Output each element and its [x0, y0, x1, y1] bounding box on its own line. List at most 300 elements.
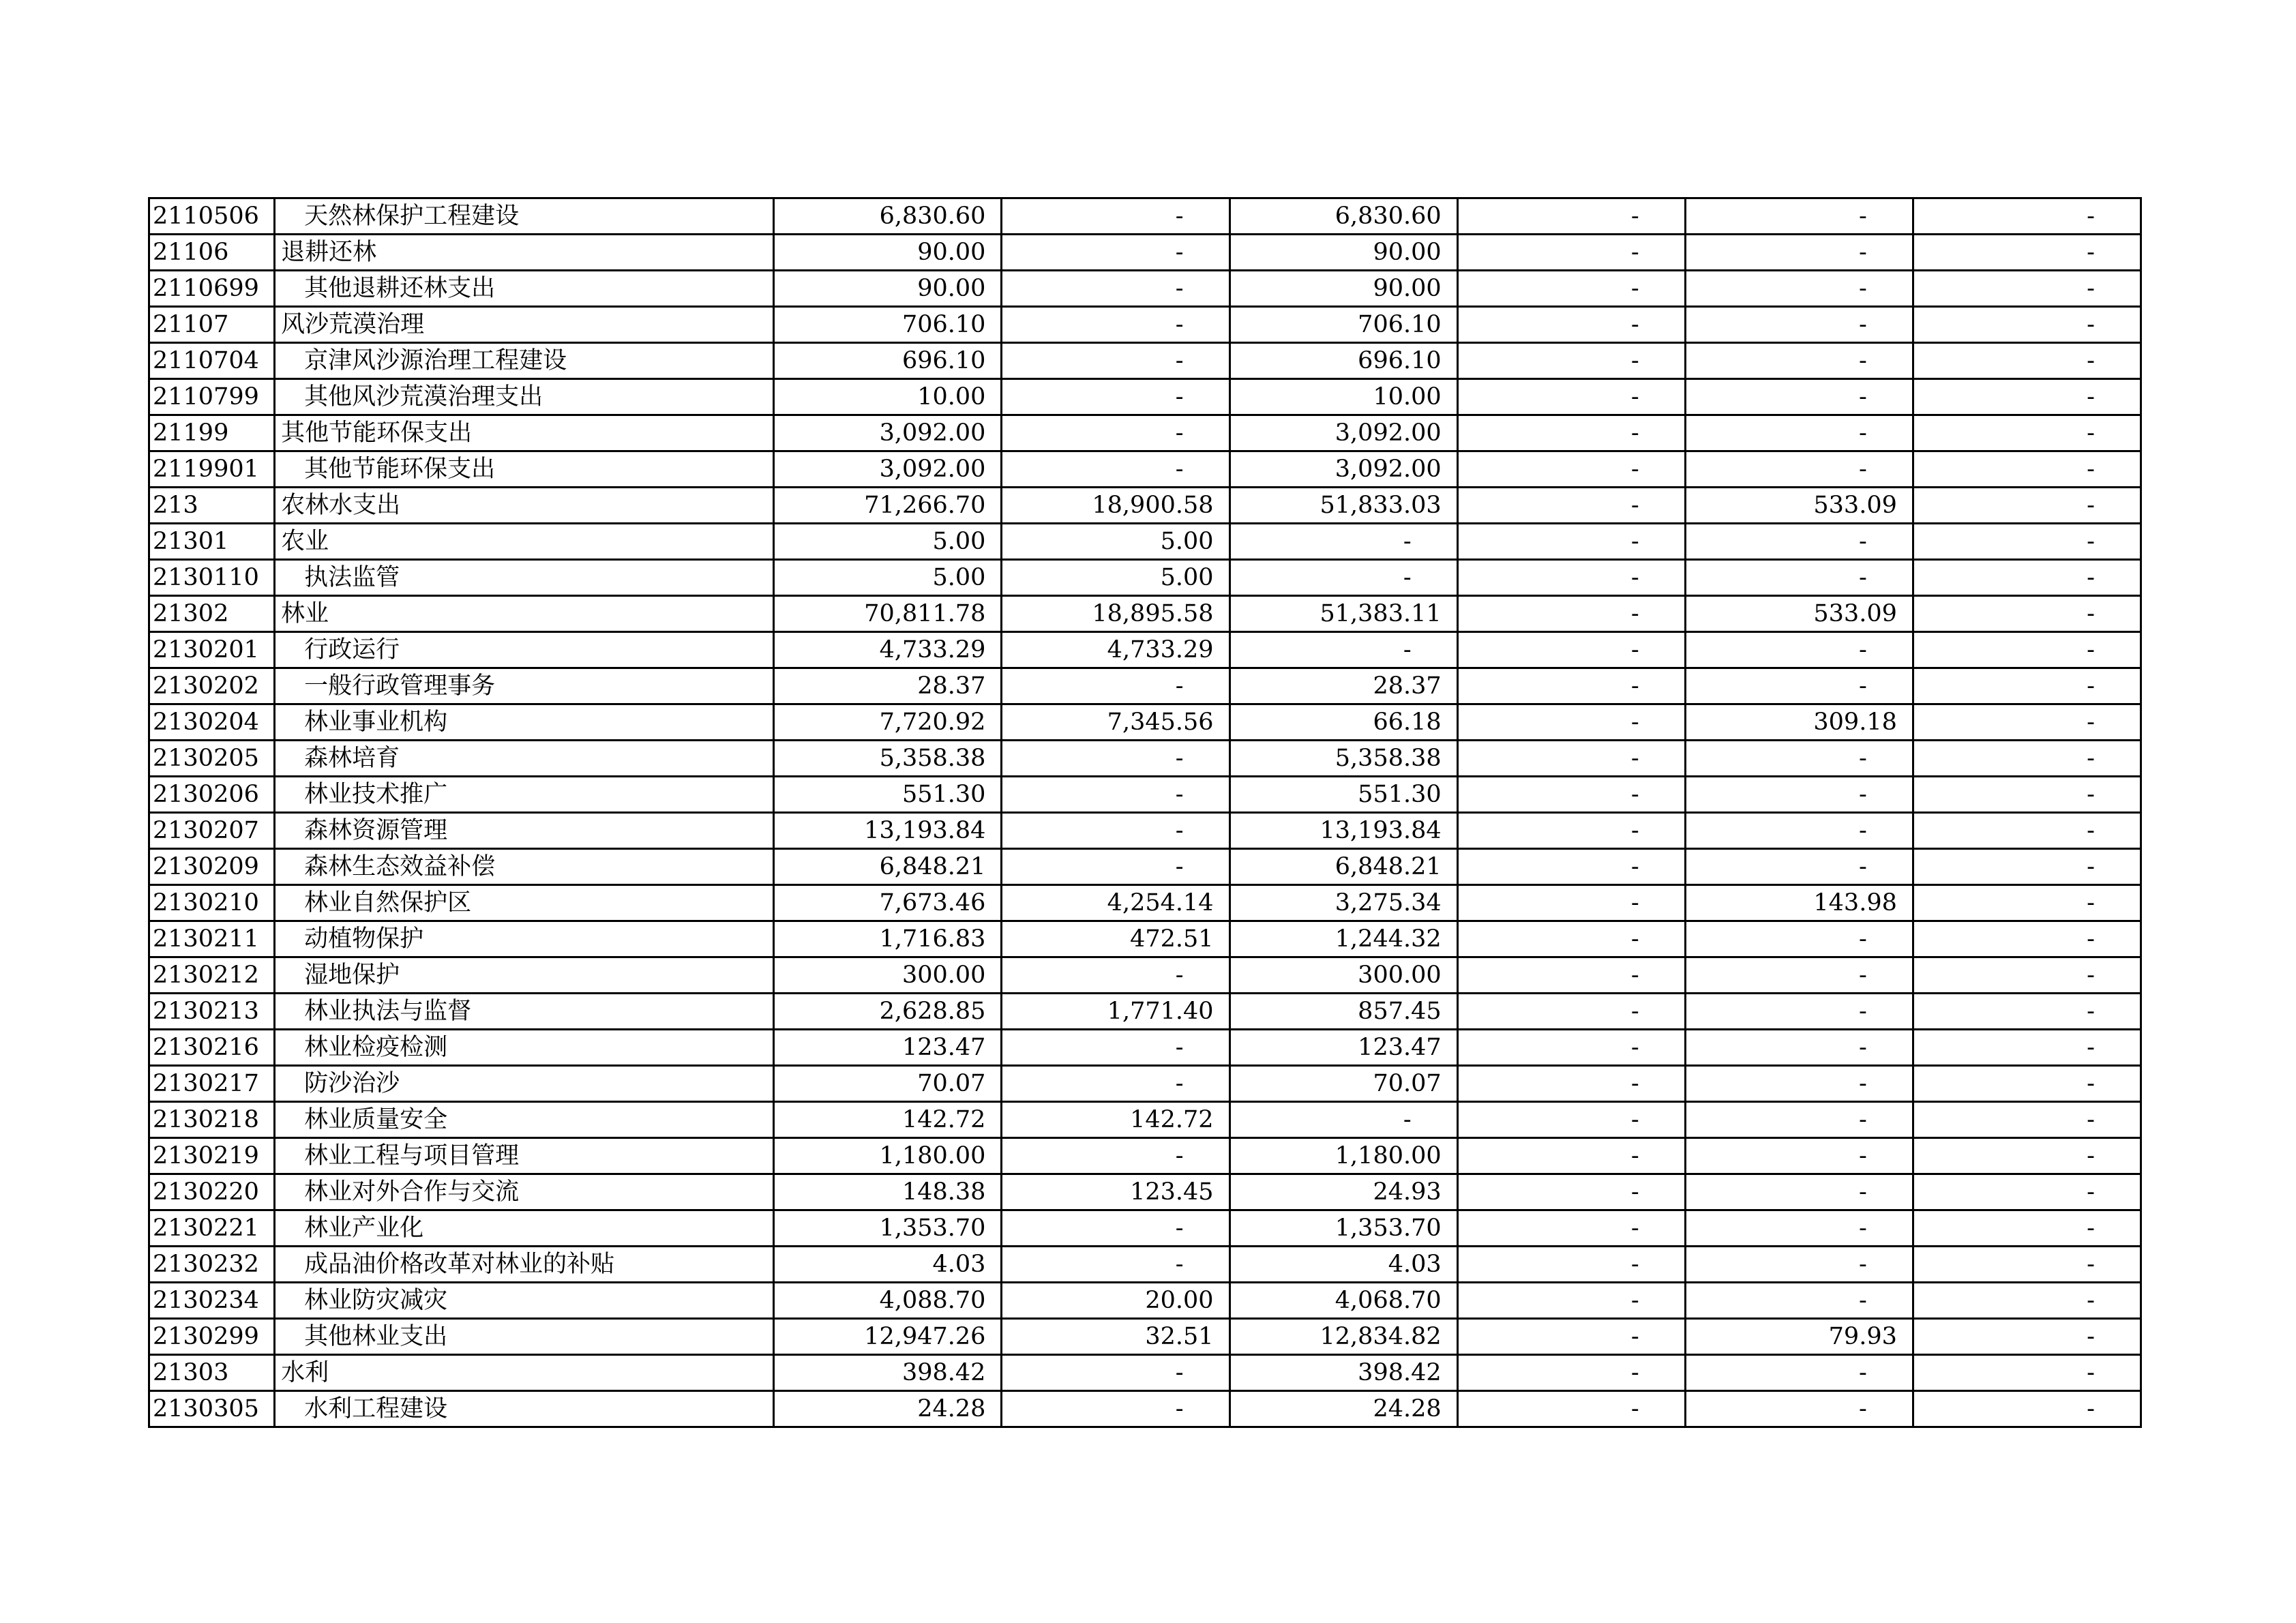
amount-cell: - — [1913, 1319, 2141, 1355]
amount-cell: - — [1685, 1102, 1913, 1138]
amount-cell: - — [1002, 849, 1229, 885]
amount-cell: - — [1685, 271, 1913, 307]
subject-name-cell: 农业 — [275, 524, 774, 560]
amount-cell: 533.09 — [1685, 488, 1913, 524]
amount-cell: 79.93 — [1685, 1319, 1913, 1355]
amount-cell: 28.37 — [1229, 668, 1457, 704]
subject-name-cell: 农林水支出 — [275, 488, 774, 524]
subject-name-cell: 林业 — [275, 596, 774, 632]
table-row — [149, 668, 2141, 704]
subject-name-cell: 动植物保护 — [275, 921, 774, 957]
amount-cell: 3,092.00 — [774, 451, 1002, 488]
amount-cell: - — [1913, 343, 2141, 379]
table-row — [149, 849, 2141, 885]
subject-name-cell: 林业对外合作与交流 — [275, 1174, 774, 1210]
amount-cell: 70,811.78 — [774, 596, 1002, 632]
subject-name-cell: 成品油价格改革对林业的补贴 — [275, 1247, 774, 1283]
amount-cell: - — [1685, 957, 1913, 994]
amount-cell: - — [1002, 1030, 1229, 1066]
subject-code-cell: 2130210 — [149, 885, 275, 921]
table-row — [149, 741, 2141, 777]
amount-cell: - — [1685, 777, 1913, 813]
table-row — [149, 307, 2141, 343]
amount-cell: - — [1685, 198, 1913, 235]
amount-cell: - — [1913, 488, 2141, 524]
subject-code-cell: 2130211 — [149, 921, 275, 957]
amount-cell: - — [1685, 1174, 1913, 1210]
subject-name-cell: 林业产业化 — [275, 1210, 774, 1247]
amount-cell: - — [1002, 1355, 1229, 1391]
amount-cell: - — [1457, 343, 1685, 379]
amount-cell: 32.51 — [1002, 1319, 1229, 1355]
table-row — [149, 235, 2141, 271]
amount-cell: - — [1002, 451, 1229, 488]
table-row — [149, 994, 2141, 1030]
amount-cell: 398.42 — [1229, 1355, 1457, 1391]
amount-cell: 90.00 — [774, 235, 1002, 271]
amount-cell: - — [1913, 271, 2141, 307]
subject-name-cell: 其他风沙荒漠治理支出 — [275, 379, 774, 415]
amount-cell: - — [1457, 1319, 1685, 1355]
amount-cell: - — [1229, 560, 1457, 596]
amount-cell: - — [1457, 957, 1685, 994]
amount-cell: - — [1913, 1030, 2141, 1066]
amount-cell: 472.51 — [1002, 921, 1229, 957]
amount-cell: 13,193.84 — [774, 813, 1002, 849]
amount-cell: 5,358.38 — [774, 741, 1002, 777]
amount-cell: - — [1913, 379, 2141, 415]
amount-cell: 4.03 — [1229, 1247, 1457, 1283]
subject-code-cell: 2110704 — [149, 343, 275, 379]
amount-cell: 6,848.21 — [774, 849, 1002, 885]
amount-cell: - — [1913, 1066, 2141, 1102]
amount-cell: - — [1457, 271, 1685, 307]
amount-cell: 6,830.60 — [774, 198, 1002, 235]
amount-cell: - — [1685, 379, 1913, 415]
amount-cell: 12,947.26 — [774, 1319, 1002, 1355]
amount-cell: 398.42 — [774, 1355, 1002, 1391]
amount-cell: 90.00 — [1229, 235, 1457, 271]
amount-cell: 51,833.03 — [1229, 488, 1457, 524]
subject-name-cell: 林业技术推广 — [275, 777, 774, 813]
amount-cell: - — [1457, 379, 1685, 415]
table-row — [149, 198, 2141, 235]
amount-cell: - — [1457, 1066, 1685, 1102]
amount-cell: 551.30 — [1229, 777, 1457, 813]
amount-cell: 71,266.70 — [774, 488, 1002, 524]
subject-name-cell: 行政运行 — [275, 632, 774, 668]
amount-cell: - — [1457, 1138, 1685, 1174]
amount-cell: 309.18 — [1685, 704, 1913, 741]
amount-cell: 123.47 — [1229, 1030, 1457, 1066]
amount-cell: - — [1002, 1210, 1229, 1247]
amount-cell: - — [1457, 451, 1685, 488]
table-row — [149, 1210, 2141, 1247]
amount-cell: - — [1002, 668, 1229, 704]
subject-code-cell: 2130206 — [149, 777, 275, 813]
amount-cell: - — [1913, 198, 2141, 235]
amount-cell: - — [1913, 1102, 2141, 1138]
amount-cell: - — [1457, 1030, 1685, 1066]
subject-name-cell: 其他节能环保支出 — [275, 451, 774, 488]
subject-name-cell: 其他退耕还林支出 — [275, 271, 774, 307]
subject-name-cell: 林业质量安全 — [275, 1102, 774, 1138]
budget-table-body — [149, 198, 2141, 1427]
amount-cell: - — [1913, 524, 2141, 560]
amount-cell: 7,345.56 — [1002, 704, 1229, 741]
amount-cell: - — [1685, 451, 1913, 488]
amount-cell: - — [1457, 488, 1685, 524]
amount-cell: - — [1457, 1247, 1685, 1283]
amount-cell: - — [1685, 668, 1913, 704]
amount-cell: - — [1685, 1030, 1913, 1066]
amount-cell: - — [1913, 849, 2141, 885]
amount-cell: - — [1002, 957, 1229, 994]
amount-cell: - — [1457, 1210, 1685, 1247]
amount-cell: - — [1913, 668, 2141, 704]
table-row — [149, 1174, 2141, 1210]
amount-cell: 3,092.00 — [1229, 415, 1457, 451]
subject-name-cell: 水利 — [275, 1355, 774, 1391]
amount-cell: - — [1457, 1391, 1685, 1427]
amount-cell: 5.00 — [774, 524, 1002, 560]
amount-cell: 7,673.46 — [774, 885, 1002, 921]
table-row — [149, 1391, 2141, 1427]
amount-cell: - — [1457, 777, 1685, 813]
amount-cell: - — [1913, 813, 2141, 849]
amount-cell: - — [1229, 524, 1457, 560]
subject-name-cell: 林业执法与监督 — [275, 994, 774, 1030]
amount-cell: 4,254.14 — [1002, 885, 1229, 921]
subject-code-cell: 2130232 — [149, 1247, 275, 1283]
amount-cell: - — [1457, 741, 1685, 777]
table-row — [149, 632, 2141, 668]
amount-cell: - — [1002, 741, 1229, 777]
amount-cell: 13,193.84 — [1229, 813, 1457, 849]
subject-name-cell: 风沙荒漠治理 — [275, 307, 774, 343]
table-row — [149, 524, 2141, 560]
amount-cell: 90.00 — [1229, 271, 1457, 307]
subject-code-cell: 2130216 — [149, 1030, 275, 1066]
amount-cell: - — [1913, 704, 2141, 741]
subject-name-cell: 林业自然保护区 — [275, 885, 774, 921]
subject-name-cell: 天然林保护工程建设 — [275, 198, 774, 235]
subject-name-cell: 水利工程建设 — [275, 1391, 774, 1427]
amount-cell: - — [1913, 1391, 2141, 1427]
table-row — [149, 488, 2141, 524]
subject-name-cell: 林业防灾减灾 — [275, 1283, 774, 1319]
amount-cell: - — [1913, 596, 2141, 632]
amount-cell: 4.03 — [774, 1247, 1002, 1283]
subject-name-cell: 森林生态效益补偿 — [275, 849, 774, 885]
table-row — [149, 957, 2141, 994]
amount-cell: - — [1685, 1210, 1913, 1247]
amount-cell: - — [1457, 668, 1685, 704]
table-row — [149, 1102, 2141, 1138]
subject-name-cell: 其他林业支出 — [275, 1319, 774, 1355]
amount-cell: 142.72 — [1002, 1102, 1229, 1138]
table-row — [149, 1247, 2141, 1283]
amount-cell: - — [1913, 1283, 2141, 1319]
amount-cell: - — [1457, 235, 1685, 271]
subject-name-cell: 防沙治沙 — [275, 1066, 774, 1102]
subject-code-cell: 2130205 — [149, 741, 275, 777]
amount-cell: - — [1002, 1247, 1229, 1283]
amount-cell: - — [1002, 813, 1229, 849]
subject-name-cell: 执法监管 — [275, 560, 774, 596]
amount-cell: - — [1913, 1210, 2141, 1247]
amount-cell: - — [1685, 524, 1913, 560]
amount-cell: - — [1685, 415, 1913, 451]
table-row — [149, 1138, 2141, 1174]
amount-cell: - — [1685, 1066, 1913, 1102]
table-row — [149, 379, 2141, 415]
amount-cell: 10.00 — [1229, 379, 1457, 415]
amount-cell: - — [1685, 1355, 1913, 1391]
table-row — [149, 1030, 2141, 1066]
amount-cell: - — [1002, 198, 1229, 235]
subject-name-cell: 林业事业机构 — [275, 704, 774, 741]
subject-name-cell: 森林资源管理 — [275, 813, 774, 849]
amount-cell: 24.28 — [774, 1391, 1002, 1427]
amount-cell: 18,900.58 — [1002, 488, 1229, 524]
amount-cell: 4,733.29 — [1002, 632, 1229, 668]
amount-cell: 706.10 — [1229, 307, 1457, 343]
amount-cell: 533.09 — [1685, 596, 1913, 632]
amount-cell: - — [1457, 813, 1685, 849]
subject-name-cell: 其他节能环保支出 — [275, 415, 774, 451]
table-row — [149, 1066, 2141, 1102]
amount-cell: - — [1685, 1247, 1913, 1283]
subject-code-cell: 2130202 — [149, 668, 275, 704]
amount-cell: - — [1457, 596, 1685, 632]
amount-cell: - — [1002, 1066, 1229, 1102]
subject-name-cell: 京津风沙源治理工程建设 — [275, 343, 774, 379]
amount-cell: 10.00 — [774, 379, 1002, 415]
subject-code-cell: 21106 — [149, 235, 275, 271]
amount-cell: - — [1457, 415, 1685, 451]
amount-cell: - — [1913, 1247, 2141, 1283]
amount-cell: 300.00 — [774, 957, 1002, 994]
amount-cell: - — [1457, 994, 1685, 1030]
amount-cell: - — [1457, 560, 1685, 596]
amount-cell: - — [1457, 1283, 1685, 1319]
amount-cell: - — [1002, 271, 1229, 307]
amount-cell: - — [1685, 994, 1913, 1030]
amount-cell: - — [1002, 415, 1229, 451]
amount-cell: - — [1229, 632, 1457, 668]
table-row — [149, 921, 2141, 957]
subject-code-cell: 2130110 — [149, 560, 275, 596]
amount-cell: 123.45 — [1002, 1174, 1229, 1210]
subject-code-cell: 2130305 — [149, 1391, 275, 1427]
amount-cell: 4,733.29 — [774, 632, 1002, 668]
amount-cell: - — [1685, 849, 1913, 885]
amount-cell: 1,180.00 — [774, 1138, 1002, 1174]
table-row — [149, 1283, 2141, 1319]
amount-cell: - — [1457, 1174, 1685, 1210]
budget-table — [148, 197, 2142, 1428]
amount-cell: 300.00 — [1229, 957, 1457, 994]
amount-cell: - — [1457, 1355, 1685, 1391]
amount-cell: - — [1002, 1391, 1229, 1427]
amount-cell: 51,383.11 — [1229, 596, 1457, 632]
amount-cell: 28.37 — [774, 668, 1002, 704]
amount-cell: 5.00 — [774, 560, 1002, 596]
amount-cell: - — [1685, 307, 1913, 343]
amount-cell: - — [1685, 813, 1913, 849]
subject-code-cell: 21302 — [149, 596, 275, 632]
amount-cell: - — [1457, 307, 1685, 343]
subject-code-cell: 21107 — [149, 307, 275, 343]
amount-cell: - — [1913, 451, 2141, 488]
subject-code-cell: 2130209 — [149, 849, 275, 885]
amount-cell: - — [1457, 885, 1685, 921]
amount-cell: 5.00 — [1002, 560, 1229, 596]
amount-cell: 24.28 — [1229, 1391, 1457, 1427]
amount-cell: - — [1002, 379, 1229, 415]
subject-code-cell: 21303 — [149, 1355, 275, 1391]
amount-cell: - — [1002, 1138, 1229, 1174]
amount-cell: - — [1913, 560, 2141, 596]
amount-cell: - — [1457, 704, 1685, 741]
table-row — [149, 451, 2141, 488]
amount-cell: 551.30 — [774, 777, 1002, 813]
amount-cell: - — [1685, 343, 1913, 379]
subject-code-cell: 2119901 — [149, 451, 275, 488]
subject-code-cell: 2130212 — [149, 957, 275, 994]
subject-name-cell: 一般行政管理事务 — [275, 668, 774, 704]
table-row — [149, 885, 2141, 921]
amount-cell: - — [1913, 632, 2141, 668]
amount-cell: - — [1913, 921, 2141, 957]
amount-cell: - — [1002, 235, 1229, 271]
table-row — [149, 271, 2141, 307]
amount-cell: - — [1457, 849, 1685, 885]
amount-cell: 70.07 — [774, 1066, 1002, 1102]
amount-cell: 12,834.82 — [1229, 1319, 1457, 1355]
amount-cell: 24.93 — [1229, 1174, 1457, 1210]
table-row — [149, 560, 2141, 596]
amount-cell: - — [1913, 235, 2141, 271]
amount-cell: 1,771.40 — [1002, 994, 1229, 1030]
table-row — [149, 704, 2141, 741]
subject-code-cell: 21301 — [149, 524, 275, 560]
subject-code-cell: 2130220 — [149, 1174, 275, 1210]
amount-cell: 142.72 — [774, 1102, 1002, 1138]
table-row — [149, 596, 2141, 632]
amount-cell: 143.98 — [1685, 885, 1913, 921]
amount-cell: 18,895.58 — [1002, 596, 1229, 632]
amount-cell: 70.07 — [1229, 1066, 1457, 1102]
subject-name-cell: 森林培育 — [275, 741, 774, 777]
amount-cell: 696.10 — [1229, 343, 1457, 379]
amount-cell: 6,830.60 — [1229, 198, 1457, 235]
amount-cell: 148.38 — [774, 1174, 1002, 1210]
amount-cell: 3,275.34 — [1229, 885, 1457, 921]
amount-cell: - — [1685, 1391, 1913, 1427]
subject-code-cell: 2130217 — [149, 1066, 275, 1102]
subject-name-cell: 林业工程与项目管理 — [275, 1138, 774, 1174]
amount-cell: 696.10 — [774, 343, 1002, 379]
amount-cell: 1,716.83 — [774, 921, 1002, 957]
amount-cell: - — [1913, 415, 2141, 451]
amount-cell: 1,180.00 — [1229, 1138, 1457, 1174]
amount-cell: - — [1457, 524, 1685, 560]
subject-code-cell: 2130221 — [149, 1210, 275, 1247]
amount-cell: 1,353.70 — [774, 1210, 1002, 1247]
amount-cell: 3,092.00 — [774, 415, 1002, 451]
amount-cell: - — [1002, 777, 1229, 813]
amount-cell: 6,848.21 — [1229, 849, 1457, 885]
amount-cell: - — [1913, 1138, 2141, 1174]
amount-cell: - — [1685, 741, 1913, 777]
table-row — [149, 777, 2141, 813]
amount-cell: - — [1685, 1283, 1913, 1319]
amount-cell: - — [1685, 632, 1913, 668]
amount-cell: - — [1685, 235, 1913, 271]
amount-cell: 5,358.38 — [1229, 741, 1457, 777]
subject-code-cell: 2130204 — [149, 704, 275, 741]
subject-code-cell: 2130213 — [149, 994, 275, 1030]
amount-cell: - — [1685, 1138, 1913, 1174]
amount-cell: - — [1913, 741, 2141, 777]
table-row — [149, 415, 2141, 451]
amount-cell: 90.00 — [774, 271, 1002, 307]
amount-cell: - — [1685, 921, 1913, 957]
table-row — [149, 813, 2141, 849]
table-row — [149, 1319, 2141, 1355]
amount-cell: 4,088.70 — [774, 1283, 1002, 1319]
subject-code-cell: 2130234 — [149, 1283, 275, 1319]
subject-code-cell: 2130218 — [149, 1102, 275, 1138]
subject-code-cell: 2130207 — [149, 813, 275, 849]
amount-cell: - — [1002, 343, 1229, 379]
amount-cell: 20.00 — [1002, 1283, 1229, 1319]
amount-cell: 1,353.70 — [1229, 1210, 1457, 1247]
amount-cell: - — [1913, 957, 2141, 994]
subject-name-cell: 退耕还林 — [275, 235, 774, 271]
amount-cell: - — [1457, 198, 1685, 235]
amount-cell: - — [1685, 560, 1913, 596]
subject-code-cell: 2110506 — [149, 198, 275, 235]
amount-cell: - — [1002, 307, 1229, 343]
subject-name-cell: 林业检疫检测 — [275, 1030, 774, 1066]
amount-cell: 123.47 — [774, 1030, 1002, 1066]
amount-cell: - — [1229, 1102, 1457, 1138]
subject-code-cell: 2110699 — [149, 271, 275, 307]
subject-code-cell: 2130219 — [149, 1138, 275, 1174]
amount-cell: 5.00 — [1002, 524, 1229, 560]
amount-cell: 2,628.85 — [774, 994, 1002, 1030]
amount-cell: - — [1913, 1174, 2141, 1210]
amount-cell: - — [1457, 632, 1685, 668]
amount-cell: - — [1913, 1355, 2141, 1391]
amount-cell: 1,244.32 — [1229, 921, 1457, 957]
subject-name-cell: 湿地保护 — [275, 957, 774, 994]
table-row — [149, 343, 2141, 379]
amount-cell: 3,092.00 — [1229, 451, 1457, 488]
amount-cell: 4,068.70 — [1229, 1283, 1457, 1319]
amount-cell: - — [1913, 777, 2141, 813]
amount-cell: 66.18 — [1229, 704, 1457, 741]
amount-cell: 706.10 — [774, 307, 1002, 343]
amount-cell: - — [1913, 307, 2141, 343]
amount-cell: 7,720.92 — [774, 704, 1002, 741]
amount-cell: - — [1457, 921, 1685, 957]
amount-cell: 857.45 — [1229, 994, 1457, 1030]
amount-cell: - — [1457, 1102, 1685, 1138]
